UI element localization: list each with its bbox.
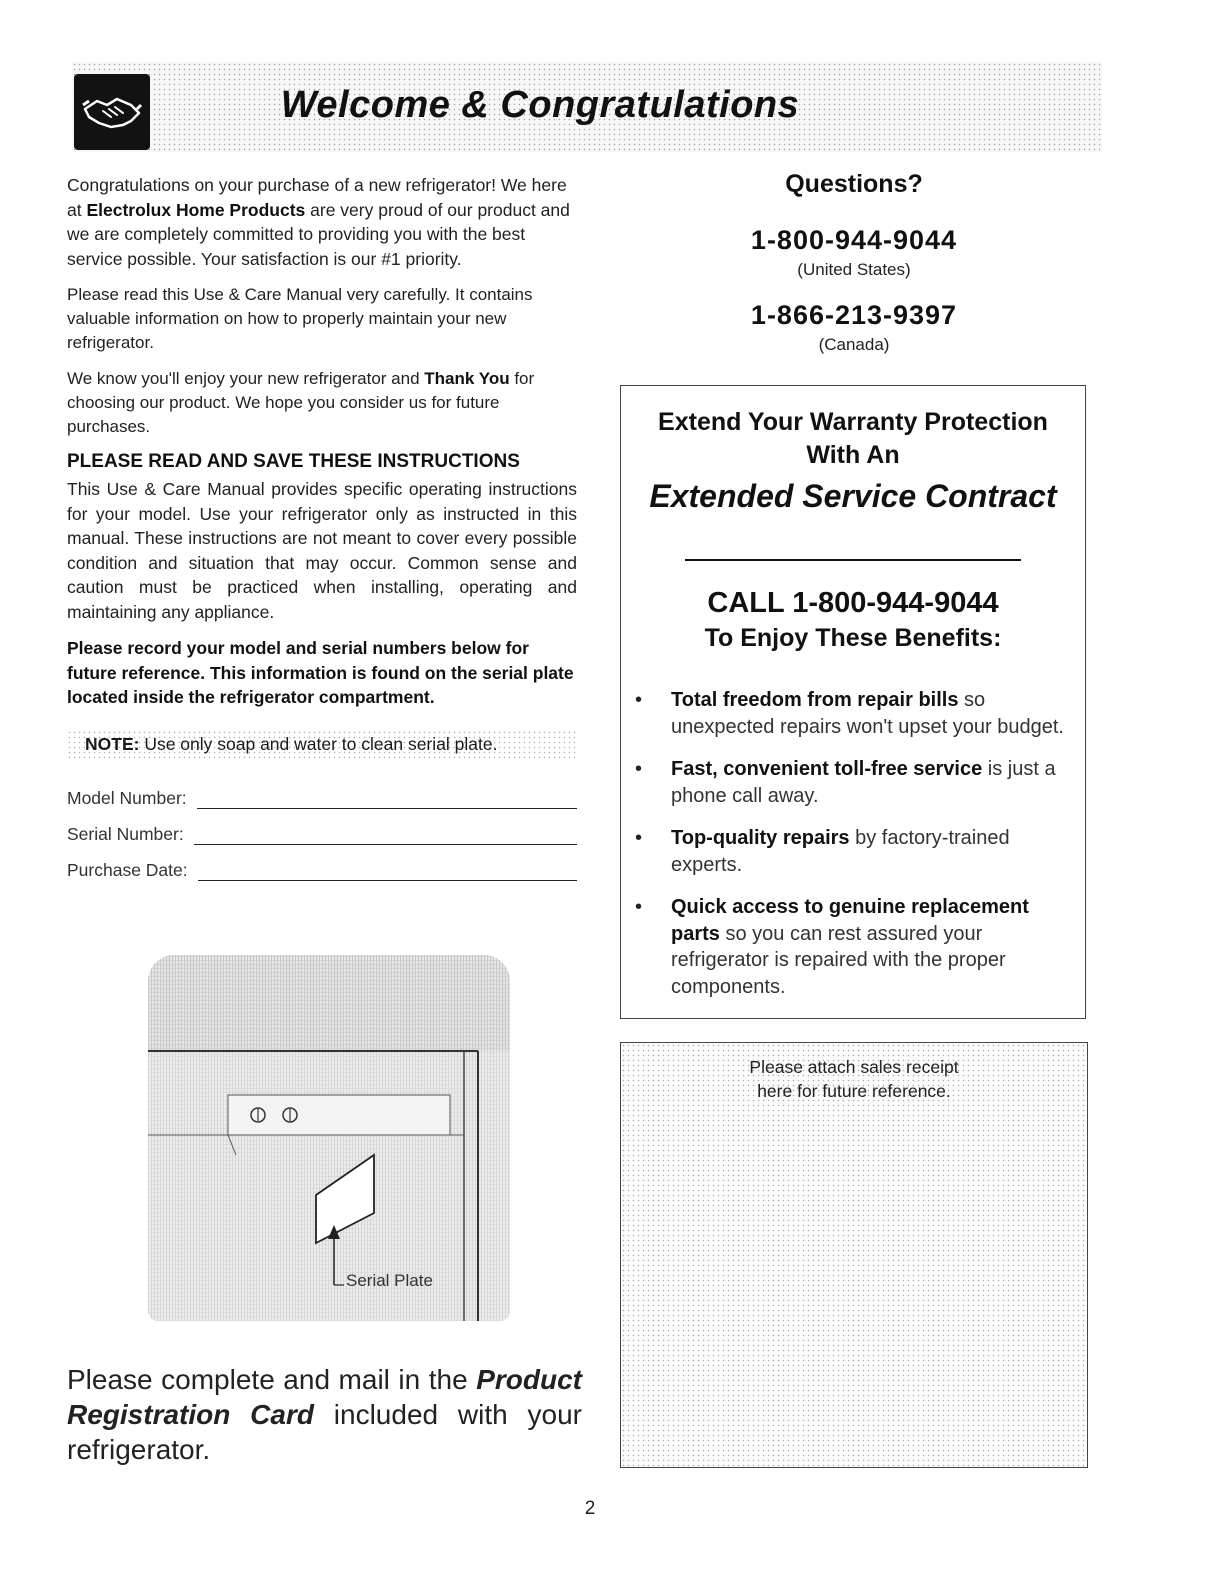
sales-receipt-area xyxy=(620,1042,1088,1468)
questions-section xyxy=(620,170,1088,355)
model-number-field[interactable]: Model Number: xyxy=(67,773,577,809)
list-item: • Total freedom from repair bills so unexpected repairs won't upset your budget. xyxy=(635,689,1064,738)
handshake-icon xyxy=(74,74,150,150)
bullet-icon: • xyxy=(635,827,643,849)
intro-paragraph-3: We know you'll enjoy your new refrigerator and Thank You for choosing our product. We hope you consider us for future purchases. xyxy=(67,369,535,436)
label-us: (United States) xyxy=(797,260,911,279)
bullet-icon: • xyxy=(635,689,643,711)
intro-paragraph-2: Please read this Use & Care Manual very carefully. It contains valuable information on how to properly maintain your new refrigerator. xyxy=(67,285,533,352)
instructions-body: This Use & Care Manual provides specific operating instructions for your model. Use your refrigerator only as instructed in this manual. These instructions are not meant to cover every possible condition and situation that may occur. Common sense and caution must be practiced when installing, operating and maintaining any appliance. xyxy=(67,479,577,622)
serial-number-field[interactable]: Serial Number: xyxy=(67,809,577,845)
list-item: • Quick access to genuine replacement parts so you can rest assured your refrigerator is repaired with the proper components. xyxy=(635,896,1029,998)
registration-card-text: Please complete and mail in the Product Registration Card included with your refrigerator. xyxy=(67,1364,582,1465)
instructions-heading: PLEASE READ AND SAVE THESE INSTRUCTIONS xyxy=(67,451,520,472)
extended-service-contract: Extended Service Contract xyxy=(649,478,1057,514)
divider xyxy=(685,559,1021,561)
questions-title: Questions? xyxy=(785,170,923,198)
left-column xyxy=(67,173,577,881)
page-number: 2 xyxy=(584,1498,596,1519)
bullet-icon: • xyxy=(635,758,643,780)
benefits-heading: To Enjoy These Benefits: xyxy=(704,624,1002,652)
warranty-box xyxy=(620,385,1086,1019)
phone-us: 1-800-944-9044 xyxy=(750,225,958,255)
call-number: CALL 1-800-944-9044 xyxy=(707,587,999,619)
record-numbers-text: Please record your model and serial numbers below for future reference. This information is found on the serial plate located inside the refrigerator compartment. xyxy=(67,638,574,707)
serial-plate-illustration xyxy=(148,955,510,1321)
label-canada: (Canada) xyxy=(818,335,890,354)
page-title: Welcome & Congratulations xyxy=(280,84,800,126)
phone-canada: 1-866-213-9397 xyxy=(750,300,958,330)
list-item: • Fast, convenient toll-free service is just a phone call away. xyxy=(635,758,1056,807)
intro-paragraph-1: Congratulations on your purchase of a new refrigerator! We here at Electrolux Home Products are very proud of our product and we are completely committed to providing you with the best service possible. Your satisfaction is our #1 priority. xyxy=(67,175,570,269)
serial-plate-callout: Serial Plate xyxy=(346,1271,433,1290)
receipt-instructions: Please attach sales receipt here for future reference. xyxy=(749,1057,959,1101)
warranty-title: Extend Your Warranty Protection With An xyxy=(658,408,1048,469)
bullet-icon: • xyxy=(635,896,643,918)
benefits-list xyxy=(621,687,1085,1000)
purchase-date-field[interactable]: Purchase Date: xyxy=(67,845,577,881)
record-fields xyxy=(67,773,577,881)
list-item: • Top-quality repairs by factory-trained experts. xyxy=(635,827,1010,876)
note-box: NOTE: Use only soap and water to clean serial plate. xyxy=(67,730,577,759)
